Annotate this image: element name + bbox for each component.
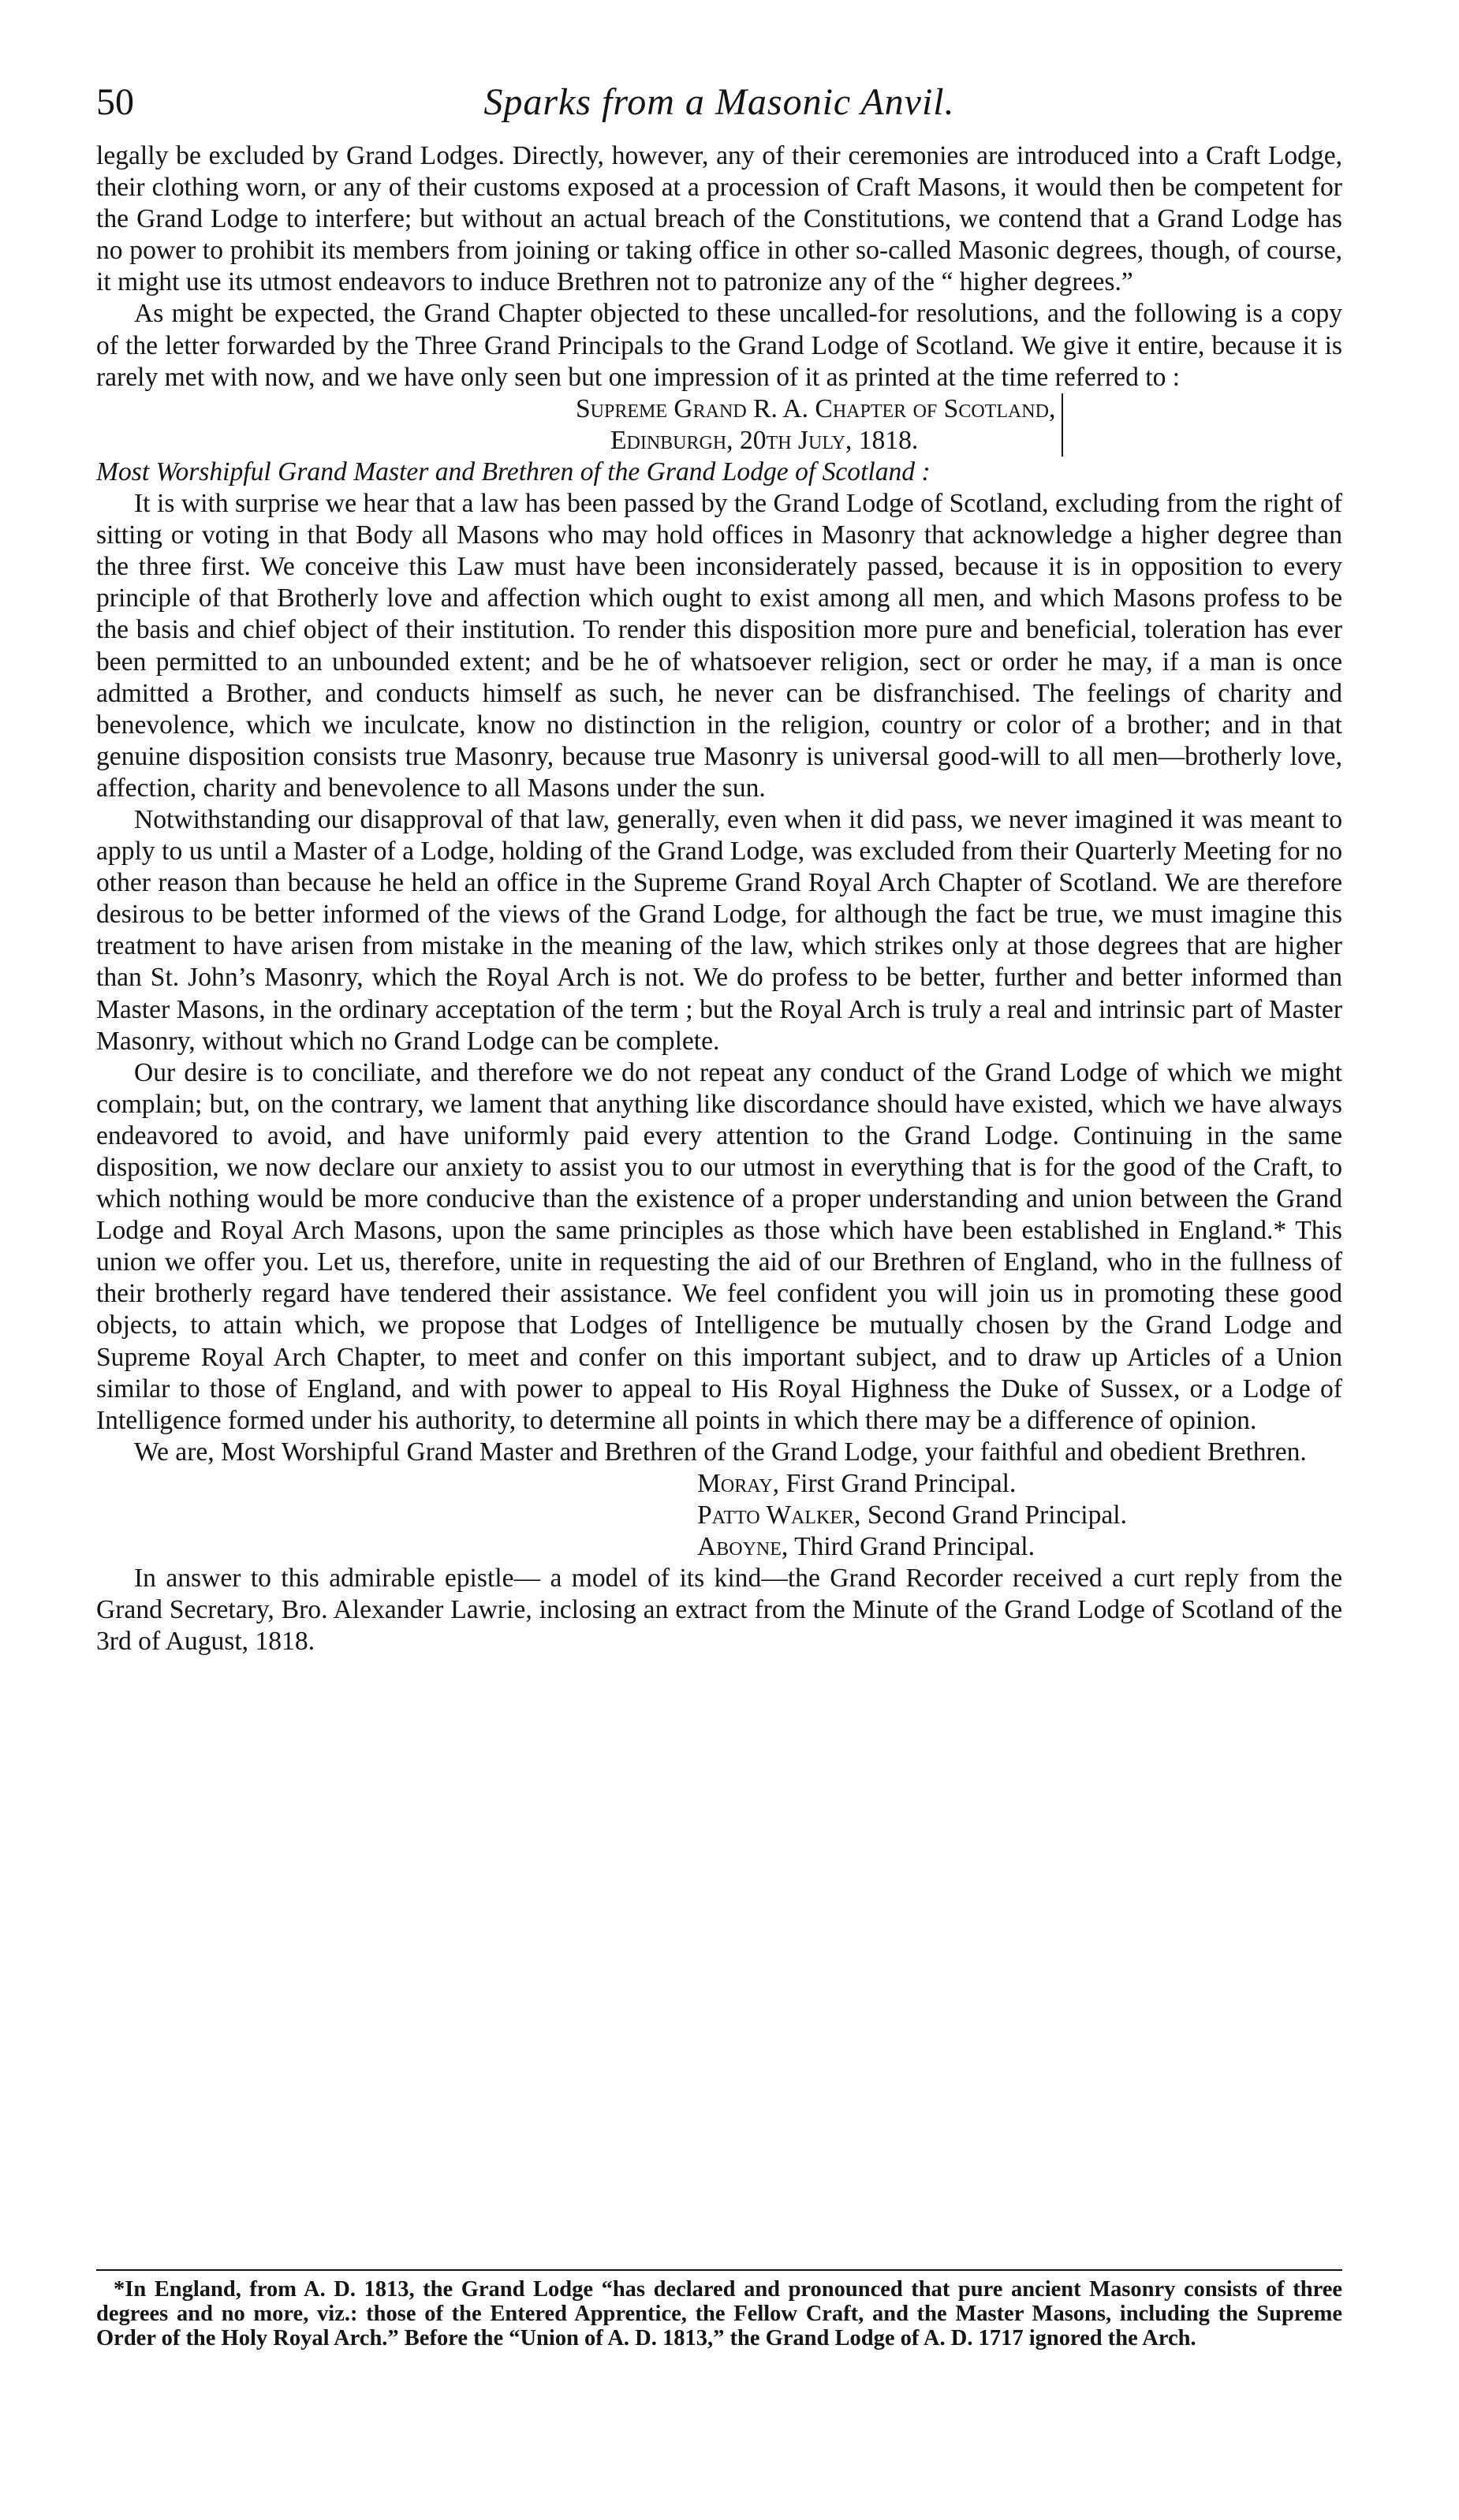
letter-salutation: Most Worshipful Grand Master and Brethren of the Grand Lodge of Scotland : (96, 457, 931, 486)
paragraph-2: As might be expected, the Grand Chapter objected to these uncalled-for resolutions, and the following is a copy of the letter forwarded by the Three Grand Principals to the Grand Lodge of Scotland. We give it entire, because it is rarely met with now, and we have only seen but one impression of it as printed at the time referred to : (96, 299, 1342, 392)
signatory-title: , Second Grand Principal. (854, 1500, 1128, 1530)
signatory-name: Patto Walker (697, 1500, 855, 1530)
signature-line (697, 1468, 1342, 1500)
paragraph-6: We are, Most Worshipful Grand Master and Brethren of the Grand Lodge, your faithful and obedient Brethren. (134, 1437, 1307, 1467)
paragraph-1: legally be excluded by Grand Lodges. Directly, however, any of their ceremonies are introduced into a Craft Lodge, their clothing worn, or any of their customs exposed at a procession of Craft Masons, it would then be competent for the Grand Lodge to interfere; but without an actual breach of the Constitutions, we contend that a Grand Lodge has no power to prohibit its members from joining or taking office in other so-called Masonic degrees, though, of course, it might use its utmost endeavors to induce Brethren not to patronize any of the “ higher degrees.” (96, 141, 1342, 297)
address-line-2: Edinburgh, 20th July, 1818. (610, 425, 919, 455)
page-body (96, 140, 1342, 1658)
address-block (576, 393, 1063, 457)
paragraph-4: Notwithstanding our disapproval of that law, generally, even when it did pass, we never imagined it was meant to apply to us until a Master of a Lodge, holding of the Grand Lodge, was excluded from their Quarterly Meeting for no other reason than because he held an office in the Supreme Grand Royal Arch Chapter of Scotland. We are therefore desirous to be better informed of the views of the Grand Lodge, for although the fact be true, we must imagine this treatment to have arisen from mistake in the meaning of the law, which strikes only at those degrees that are higher than St. John’s Masonry, which the Royal Arch is not. We do profess to be better, further and better informed than Master Masons, in the ordinary acceptation of the term ; but the Royal Arch is truly a real and intrinsic part of Master Masonry, without which no Grand Lodge can be complete. (96, 804, 1342, 1056)
signatory-name: Moray (697, 1468, 773, 1498)
paragraph-5: Our desire is to conciliate, and therefore we do not repeat any conduct of the Grand Lodge of which we might complain; but, on the contrary, we lament that anything like discordance should have existed, which we have always endeavored to avoid, and have uniformly paid every attention to the Grand Lodge. Continuing in the same disposition, we now declare our anxiety to assist you to our utmost in everything that is for the good of the Craft, to which nothing would be more conducive than the existence of a proper understanding and union between the Grand Lodge and Royal Arch Masons, upon the same principles as those which have been established in England.* This union we offer you. Let us, therefore, unite in requesting the aid of our Brethren of England, who in the fullness of their brotherly regard have tendered their assistance. We feel confident you will join us in promoting these good objects, to attain which, we propose that Lodges of Intelligence be mutually chosen by the Grand Lodge and Supreme Royal Arch Chapter, to meet and confer on this important subject, and to draw up Articles of a Union similar to those of England, and with power to appeal to His Royal Highness the Duke of Sussex, or a Lodge of Intelligence formed under his authority, to determine all points in which there may be a difference of opinion. (96, 1057, 1342, 1435)
paragraph-7: In answer to this admirable epistle— a model of its kind—the Grand Recorder received a curt reply from the Grand Secretary, Bro. Alexander Lawrie, inclosing an extract from the Minute of the Grand Lodge of Scotland of the 3rd of August, 1818. (96, 1564, 1342, 1657)
signatory-title: , Third Grand Principal. (781, 1532, 1035, 1562)
footnote-text: *In England, from A. D. 1813, the Grand Lodge “has declared and pronounced that pure ancient Masonry consists of three degrees and no more, viz.: those of the Entered Apprentice, the Fellow Craft, and the Master Masons, including the Supreme Order of the Holy Royal Arch.” Before the “Union of A. D. 1813,” the Grand Lodge of A. D. 1717 ignored the Arch. (96, 2277, 1342, 2350)
page-number: 50 (96, 81, 134, 123)
signature-line (697, 1500, 1342, 1531)
address-line-1: Supreme Grand R. A. Chapter of Scotland, (576, 393, 1056, 423)
letter-address (96, 393, 1333, 457)
signature-block (96, 1468, 1342, 1563)
running-title: Sparks from a Masonic Anvil. (483, 81, 955, 123)
signatory-title: , First Grand Principal. (772, 1468, 1017, 1498)
signature-line (697, 1531, 1342, 1563)
page-header (96, 79, 1342, 134)
signatory-name: Aboyne (697, 1532, 782, 1562)
footnote (96, 2269, 1342, 2350)
paragraph-3: It is with surprise we hear that a law has been passed by the Grand Lodge of Scotland, excluding from the right of sitting or voting in that Body all Masons who may hold offices in Masonry that acknowledge a higher degree than the three first. We conceive this Law must have been inconsiderately passed, because it is in opposition to every principle of that Brotherly love and affection which ought to exist among all men, and which Masons profess to be the basis and chief object of their institution. To render this disposition more pure and beneficial, toleration has ever been permitted to an unbounded extent; and be he of whatsoever religion, sect or order he may, if a man is once admitted a Brother, and conducts himself as such, he never can be disfranchised. The feelings of charity and benevolence, which we inculcate, know no distinction in the religion, country or color of a brother; and in that genuine disposition consists true Masonry, because true Masonry is universal good-will to all men—brotherly love, affection, charity and benevolence to all Masons under the sun. (96, 489, 1342, 803)
